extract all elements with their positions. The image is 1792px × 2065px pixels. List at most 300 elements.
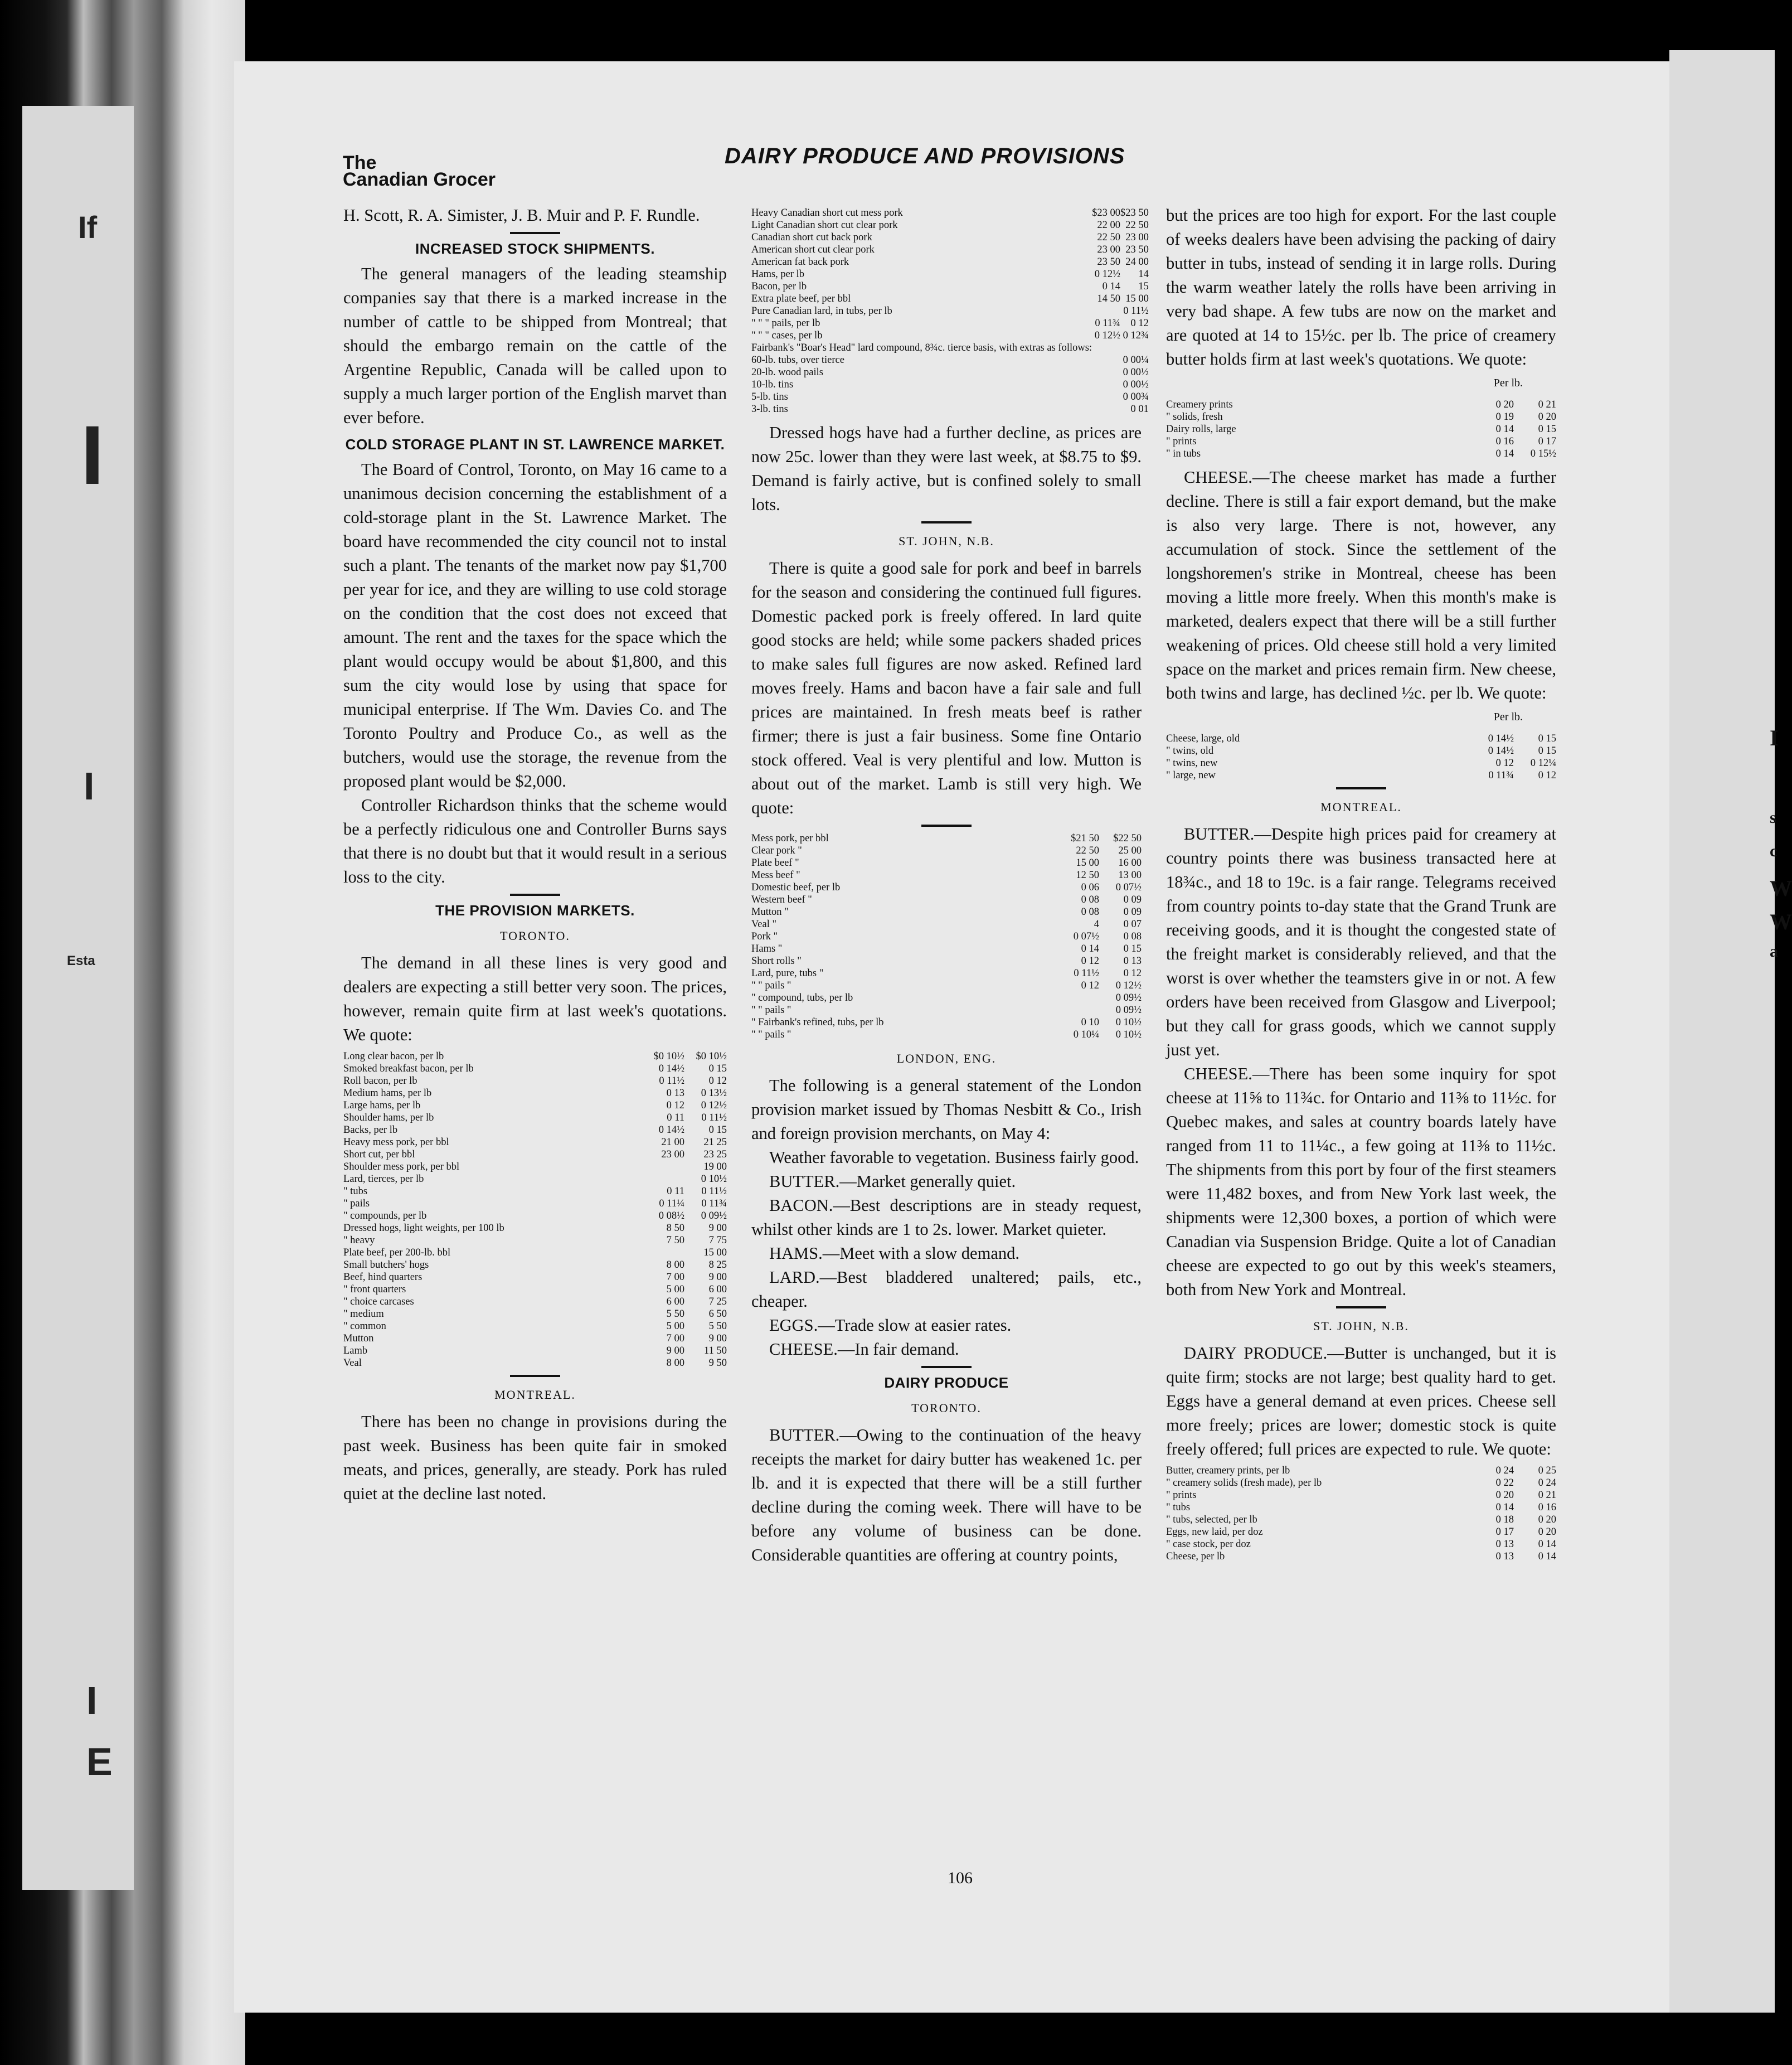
divider: [510, 232, 560, 234]
high-price: 0 21: [1538, 399, 1556, 410]
high-price: 0 10½: [1115, 1029, 1142, 1040]
low-price: [1057, 992, 1099, 1004]
low-price: 0 12: [666, 1100, 684, 1111]
low-price: 23 50: [1097, 256, 1120, 268]
prev-page-mark: I: [81, 408, 104, 502]
price-row: [1166, 399, 1556, 411]
price-row: [751, 256, 1149, 268]
price-row: [751, 869, 1142, 881]
item-name: " compound, tubs, per lb: [751, 992, 853, 1004]
high-price: 21 25: [703, 1137, 727, 1148]
item-name: Cheese, large, old: [1166, 733, 1240, 744]
price-table: [1166, 399, 1556, 460]
price-row: [1166, 1514, 1556, 1526]
item-name: Bacon, per lb: [751, 281, 807, 292]
intro-paragraph: H. Scott, R. A. Simister, J. B. Muir and P. F. Rundle.: [343, 206, 700, 225]
low-price: $23 00: [1092, 207, 1120, 219]
item-name: " " " pails, per lb: [751, 318, 820, 329]
prev-page-mark: If: [78, 210, 98, 245]
price-row: [1166, 769, 1556, 782]
high-price: 0 15: [708, 1063, 727, 1074]
item-name: " " pails ": [751, 1029, 791, 1040]
price-row: [751, 366, 1149, 379]
low-price: 0 14½: [1488, 733, 1514, 744]
price-row: [343, 1173, 727, 1185]
price-row: [1166, 411, 1556, 423]
low-price: 0 11½: [1074, 968, 1099, 979]
price-row: [343, 1075, 727, 1087]
low-price: 14 50: [1097, 293, 1120, 304]
high-price: 0 12: [1538, 770, 1556, 781]
high-price: 0 00¼: [1123, 355, 1149, 366]
price-row: [343, 1247, 727, 1259]
price-row: [751, 967, 1142, 980]
item-name: Pork ": [751, 931, 778, 942]
high-price: 13 00: [1118, 870, 1142, 881]
price-row: [343, 1050, 727, 1063]
high-price: 0 11½: [701, 1186, 727, 1197]
price-row: [343, 1063, 727, 1075]
item-name: " front quarters: [343, 1284, 406, 1295]
price-row: [1166, 1465, 1556, 1477]
price-row: [751, 268, 1149, 280]
item-name: " choice carcases: [343, 1296, 414, 1307]
item-name: Clear pork ": [751, 845, 802, 856]
item-name: Veal ": [751, 919, 777, 930]
high-price: 15 00: [1125, 293, 1149, 304]
high-price: $22 50: [1113, 833, 1142, 844]
low-price: 0 11: [667, 1186, 684, 1197]
low-price: 22 00: [1097, 220, 1120, 231]
item-name: Canadian short cut back pork: [751, 232, 872, 243]
low-price: 0 12½: [1094, 269, 1120, 280]
item-name: Eggs, new laid, per doz: [1166, 1526, 1263, 1538]
price-row: [751, 379, 1149, 391]
price-row: [1166, 757, 1556, 769]
item-name: Cheese, per lb: [1166, 1551, 1225, 1562]
low-price: 0 14: [1495, 424, 1514, 435]
item-name: 5-lb. tins: [751, 391, 788, 403]
item-name: Backs, per lb: [343, 1124, 398, 1136]
price-row: [751, 845, 1142, 857]
high-price: 0 14: [1538, 1539, 1556, 1550]
item-name: " " pails ": [751, 1005, 791, 1016]
low-price: 0 14: [1495, 448, 1514, 459]
high-price: 0 24: [1538, 1477, 1556, 1489]
price-row: [751, 930, 1142, 943]
low-price: 21 00: [661, 1137, 684, 1148]
column-1: [343, 203, 727, 1506]
high-price: 14: [1138, 269, 1149, 280]
headline: THE PROVISION MARKETS.: [435, 902, 635, 919]
low-price: 0 12: [1081, 980, 1099, 991]
item-name: Lard, pure, tubs ": [751, 968, 824, 979]
high-price: 0 15: [1123, 943, 1142, 954]
high-price: 19 00: [703, 1161, 727, 1172]
price-row: [751, 980, 1142, 992]
high-price: 0 12: [1130, 318, 1149, 329]
high-price: 0 21: [1538, 1490, 1556, 1501]
high-price: 9 00: [708, 1272, 727, 1283]
high-price: 0 12½: [1115, 980, 1142, 991]
low-price: 0 11¼: [659, 1198, 684, 1209]
item-name: Beef, hind quarters: [343, 1272, 422, 1283]
high-price: 25 00: [1118, 845, 1142, 856]
price-row: [751, 881, 1142, 894]
high-price: 0 10½: [1115, 1017, 1142, 1028]
price-row: [751, 1016, 1142, 1029]
price-row: [751, 317, 1149, 329]
paragraph: CHEESE.—In fair demand.: [769, 1340, 959, 1359]
low-price: 0 14: [1081, 943, 1099, 954]
high-price: 0 09½: [1115, 1005, 1142, 1016]
high-price: 0 15: [1538, 424, 1556, 435]
high-price: 0 08: [1123, 931, 1142, 942]
high-price: 0 00½: [1123, 367, 1149, 378]
paragraph: The following is a general statement of the London provision market issued by Thomas Nesbitt & Co., Irish and foreign provision merchants, on May 4:: [751, 1076, 1142, 1143]
price-row: [751, 857, 1142, 869]
high-price: 0 07½: [1115, 882, 1142, 893]
low-price: [1092, 354, 1120, 366]
previous-page-edge: [22, 106, 134, 1890]
high-price: 0 20: [1538, 1514, 1556, 1525]
price-row: [751, 305, 1149, 317]
high-price: 0 15½: [1530, 448, 1556, 459]
high-price: 0 15: [708, 1124, 727, 1136]
paragraph: LARD.—Best bladdered unaltered; pails, etc., cheaper.: [751, 1268, 1142, 1311]
low-price: 0 13: [1495, 1539, 1514, 1550]
item-name: " large, new: [1166, 770, 1216, 781]
price-row: [343, 1222, 727, 1234]
price-row: [343, 1099, 727, 1112]
paragraph: BUTTER.—Owing to the continuation of the heavy receipts the market for dairy butter has weakened 1c. per lb. and it is expected that there will be a still further decline during the coming week. There will have to be before any volume of business can be done. Considerable quantities are offering at country points,: [751, 1426, 1142, 1564]
low-price: 0 12: [1081, 956, 1099, 967]
low-price: [1092, 342, 1120, 354]
price-row: [343, 1198, 727, 1210]
item-name: " twins, new: [1166, 758, 1218, 769]
item-name: American short cut clear pork: [751, 244, 875, 255]
price-row: [751, 894, 1142, 906]
divider: [921, 1366, 972, 1368]
low-price: 22 50: [1097, 232, 1120, 243]
price-row: [751, 293, 1149, 305]
subheading: TORONTO.: [500, 929, 570, 943]
item-name: Dressed hogs, light weights, per 100 lb: [343, 1223, 504, 1234]
price-row: [343, 1185, 727, 1198]
high-price: 5 50: [708, 1321, 727, 1332]
item-name: " tubs: [1166, 1502, 1191, 1513]
low-price: 0 20: [1495, 399, 1514, 410]
low-price: 0 17: [1495, 1526, 1514, 1538]
price-table: [751, 832, 1142, 1041]
price-row: [343, 1345, 727, 1357]
low-price: 0 14½: [658, 1124, 684, 1136]
price-row: [343, 1271, 727, 1283]
high-price: 16 00: [1118, 857, 1142, 869]
headline: COLD STORAGE PLANT IN ST. LAWRENCE MARKET.: [345, 436, 725, 453]
low-price: 8 00: [666, 1259, 684, 1271]
price-row: [751, 1029, 1142, 1041]
price-row: [343, 1357, 727, 1369]
low-price: 0 22: [1495, 1477, 1514, 1489]
paragraph: HAMS.—Meet with a slow demand.: [769, 1244, 1019, 1263]
price-row: [343, 1112, 727, 1124]
item-name: American fat back pork: [751, 256, 849, 268]
high-price: 0 00¾: [1123, 391, 1149, 403]
price-row: [1166, 423, 1556, 435]
subheading: LONDON, ENG.: [896, 1051, 997, 1065]
item-name: Fairbank's "Boar's Head" lard compound, 8¾c. tierce basis, with extras as follows:: [751, 342, 1092, 353]
price-row: [343, 1124, 727, 1136]
high-price: 0 09½: [701, 1210, 727, 1221]
high-price: 8 25: [708, 1259, 727, 1271]
high-price: 23 00: [1125, 232, 1149, 243]
high-price: 0 07: [1123, 919, 1142, 930]
item-name: Shoulder mess pork, per bbl: [343, 1161, 460, 1172]
divider: [510, 894, 560, 896]
low-price: 7 00: [666, 1272, 684, 1283]
price-row: [751, 992, 1142, 1004]
low-price: 0 18: [1495, 1514, 1514, 1525]
next-page-edge: [1669, 50, 1778, 2013]
low-price: 23 00: [661, 1149, 684, 1160]
low-price: [1092, 366, 1120, 379]
high-price: 0 01: [1130, 404, 1149, 415]
item-name: Large hams, per lb: [343, 1100, 421, 1111]
item-name: " in tubs: [1166, 448, 1201, 459]
item-name: Light Canadian short cut clear pork: [751, 220, 898, 231]
item-name: Mutton: [343, 1333, 374, 1344]
price-row: [343, 1087, 727, 1099]
next-page-mark: a: [1770, 942, 1778, 961]
high-price: 6 00: [708, 1284, 727, 1295]
low-price: 4: [1094, 919, 1099, 930]
next-page-mark: W: [1770, 909, 1792, 934]
item-name: Pure Canadian lard, in tubs, per lb: [751, 306, 892, 317]
high-price: 22 50: [1125, 220, 1149, 231]
paragraph: CHEESE.—The cheese market has made a further decline. There is still a fair export demand, but the make is also very large. There is not, however, any accumulation of stock. Since the settlement of the longshoremen's strike in Montreal, cheese has been moving a little more freely. When this month's make is marketed, dealers expect that there will be a still further weakening of prices. Old cheese still hold a very limited space on the market and prices remain firm. New cheese, both twins and large, has declined ½c. per lb. We quote:: [1166, 468, 1556, 702]
low-price: 0 08½: [658, 1210, 684, 1221]
low-price: 0 11: [667, 1112, 684, 1123]
high-price: 0 12: [708, 1075, 727, 1087]
high-price: 11 50: [704, 1345, 727, 1356]
price-row: [1166, 1550, 1556, 1563]
low-price: 5 50: [666, 1308, 684, 1320]
high-price: $0 10½: [696, 1051, 727, 1062]
high-price: 7 75: [708, 1235, 727, 1246]
low-price: [642, 1173, 684, 1185]
high-price: 0 13½: [701, 1088, 727, 1099]
low-price: 7 50: [666, 1235, 684, 1246]
low-price: 0 12: [1495, 758, 1514, 769]
item-name: Medium hams, per lb: [343, 1088, 432, 1099]
next-page-mark: I: [1770, 725, 1779, 750]
page-number: 106: [948, 1869, 973, 1887]
item-name: Long clear bacon, per lb: [343, 1051, 444, 1062]
price-table: [343, 1050, 727, 1369]
next-page-mark: c: [1770, 842, 1778, 860]
item-name: Short rolls ": [751, 956, 802, 967]
high-price: 0 15: [1538, 733, 1556, 744]
item-name: " Fairbank's refined, tubs, per lb: [751, 1017, 884, 1028]
price-row: [343, 1320, 727, 1332]
high-price: 15 00: [703, 1247, 727, 1258]
high-price: 0 14: [1538, 1551, 1556, 1562]
price-row: [751, 403, 1149, 415]
low-price: 0 11¾: [1095, 318, 1120, 329]
paragraph: Weather favorable to vegetation. Business fairly good.: [769, 1148, 1139, 1167]
price-row: [343, 1283, 727, 1296]
low-price: 5 00: [666, 1284, 684, 1295]
price-row: [751, 207, 1149, 219]
item-name: Mutton ": [751, 907, 789, 918]
next-page-mark: W: [1770, 876, 1792, 901]
item-name: " pails: [343, 1198, 370, 1209]
item-name: Dairy rolls, large: [1166, 424, 1236, 435]
price-row: [751, 354, 1149, 366]
item-name: 60-lb. tubs, over tierce: [751, 355, 844, 366]
paragraph: The Board of Control, Toronto, on May 16 came to a unanimous decision concerning the establishment of a cold-storage plant in the St. Lawrence Market. The board have recommended the city council not to instal such a plant. The tenants of the market now pay $1,700 per year for ice, and they are willing to use cold storage on the condition that the cost does not exceed that amount. The rent and the taxes for the space which the plant would occupy would be about $1,800, and this sum the city would lose by using that space for municipal enterprise. If The Wm. Davies Co. and The Toronto Poultry and Produce Co., as well as the butchers, would use the storage, the revenue from the proposed plant would be $2,000.: [343, 460, 727, 791]
item-name: Plate beef, per 200-lb. bbl: [343, 1247, 451, 1258]
item-name: Shoulder hams, per lb: [343, 1112, 434, 1123]
high-price: 0 09½: [1115, 992, 1142, 1004]
high-price: 0 25: [1538, 1465, 1556, 1476]
prev-page-small-text: Esta: [67, 953, 95, 968]
low-price: 0 11¾: [1488, 770, 1514, 781]
price-row: [751, 219, 1149, 231]
low-price: 0 07½: [1073, 931, 1099, 942]
low-price: [642, 1161, 684, 1173]
price-row: [343, 1308, 727, 1320]
high-price: 0 17: [1538, 436, 1556, 447]
high-price: 0 12½: [701, 1100, 727, 1111]
item-name: " twins, old: [1166, 745, 1214, 757]
low-price: 0 24: [1495, 1465, 1514, 1476]
high-price: 0 11½: [1123, 306, 1149, 317]
low-price: 0 11½: [659, 1075, 684, 1087]
price-row: [343, 1296, 727, 1308]
low-price: $21 50: [1071, 833, 1099, 844]
item-name: Creamery prints: [1166, 399, 1233, 410]
high-price: 0 11½: [701, 1112, 727, 1123]
column-2: [751, 203, 1149, 1567]
price-row: [1166, 1489, 1556, 1501]
paragraph: Dressed hogs have had a further decline, as prices are now 25c. lower than they were last week, at $8.75 to $9. Demand is fairly active, but is confined solely to small lots.: [751, 423, 1142, 514]
item-name: " case stock, per doz: [1166, 1539, 1251, 1550]
price-row: [1166, 733, 1556, 745]
low-price: 0 06: [1081, 882, 1099, 893]
headline: INCREASED STOCK SHIPMENTS.: [415, 240, 655, 257]
low-price: [1092, 379, 1120, 391]
price-row: [751, 231, 1149, 244]
low-price: [1092, 305, 1120, 317]
low-price: [1092, 403, 1120, 415]
low-price: 0 14½: [658, 1063, 684, 1074]
price-row: [343, 1161, 727, 1173]
item-name: Mess pork, per bbl: [751, 833, 829, 844]
price-table: [1166, 1465, 1556, 1563]
item-name: 20-lb. wood pails: [751, 367, 823, 378]
low-price: 0 10: [1081, 1017, 1099, 1028]
item-name: Butter, creamery prints, per lb: [1166, 1465, 1290, 1476]
low-price: 0 20: [1495, 1490, 1514, 1501]
item-name: " " " cases, per lb: [751, 330, 823, 341]
low-price: 15 00: [1076, 857, 1099, 869]
paragraph: BACON.—Best descriptions are in steady request, whilst other kinds are 1 to 2s. lower. Market quieter.: [751, 1196, 1142, 1239]
low-price: 7 00: [666, 1333, 684, 1344]
divider: [1336, 787, 1386, 789]
item-name: Short cut, per bbl: [343, 1149, 415, 1160]
price-row: [1166, 448, 1556, 460]
price-row: [751, 391, 1149, 403]
item-name: " prints: [1166, 1490, 1197, 1501]
low-price: 0 14: [1495, 1502, 1514, 1513]
low-price: 0 08: [1081, 907, 1099, 918]
masthead-title: Canadian Grocer: [343, 169, 496, 190]
high-price: 0 12¾: [1123, 330, 1149, 341]
low-price: 0 19: [1495, 411, 1514, 423]
subheading: ST. JOHN, N.B.: [899, 534, 994, 548]
low-price: 8 00: [666, 1358, 684, 1369]
divider: [510, 1375, 560, 1377]
table-heading: Per lb.: [1493, 377, 1523, 389]
paragraph: but the prices are too high for export. For the last couple of weeks dealers have been advising the packing of dairy butter in tubs, instead of sending it in large rolls. During the warm weather lately the rolls have been arriving in very bad shape. A few tubs are now on the market and are quoted at 14 to 15½c. per lb. The price of creamery butter holds firm at last week's quotations. We quote:: [1166, 206, 1556, 369]
item-name: Heavy Canadian short cut mess pork: [751, 207, 903, 219]
price-row: [751, 244, 1149, 256]
divider: [1336, 1306, 1386, 1308]
high-price: 7 25: [708, 1296, 727, 1307]
paragraph: BUTTER.—Market generally quiet.: [769, 1172, 1016, 1191]
paragraph: DAIRY PRODUCE.—Butter is unchanged, but it is quite firm; stocks are not large; best quality hard to get. Eggs have a general demand at even prices. Cheese sell more freely; prices are lower; domestic stock is quite freely offered; full prices are expected to rule. We quote:: [1166, 1344, 1556, 1458]
low-price: [1092, 391, 1120, 403]
item-name: " creamery solids (fresh made), per lb: [1166, 1477, 1322, 1489]
item-name: " " pails ": [751, 980, 791, 991]
prev-page-mark: I: [84, 764, 95, 808]
price-row: [343, 1234, 727, 1247]
divider: [921, 521, 972, 523]
item-name: " compounds, per lb: [343, 1210, 427, 1221]
high-price: 0 10½: [701, 1174, 727, 1185]
high-price: 9 50: [708, 1358, 727, 1369]
low-price: 22 50: [1076, 845, 1099, 856]
high-price: $23 50: [1120, 207, 1149, 219]
price-table: [751, 207, 1149, 415]
high-price: 6 50: [708, 1308, 727, 1320]
subheading: TORONTO.: [911, 1401, 982, 1415]
price-row: [751, 832, 1142, 845]
item-name: Hams, per lb: [751, 269, 805, 280]
price-row: [1166, 745, 1556, 757]
high-price: 0 11¾: [701, 1198, 727, 1209]
price-row: [751, 1004, 1142, 1016]
item-name: Lard, tierces, per lb: [343, 1174, 424, 1185]
paragraph: Controller Richardson thinks that the scheme would be a perfectly ridiculous one and Controller Burns says that there is no doubt but that it would result in a serious loss to the city.: [343, 796, 727, 886]
high-price: 9 00: [708, 1223, 727, 1234]
item-name: Hams ": [751, 943, 783, 954]
low-price: 0 16: [1495, 436, 1514, 447]
next-page-mark: s: [1770, 808, 1776, 827]
price-row: [343, 1332, 727, 1345]
low-price: 12 50: [1076, 870, 1099, 881]
low-price: 0 08: [1081, 894, 1099, 905]
price-row: [1166, 1538, 1556, 1550]
price-row: [1166, 1501, 1556, 1514]
low-price: [1057, 1004, 1099, 1016]
price-row: [343, 1259, 727, 1271]
subheading: MONTREAL.: [494, 1388, 576, 1402]
high-price: 0 20: [1538, 411, 1556, 423]
price-row: [751, 342, 1149, 354]
